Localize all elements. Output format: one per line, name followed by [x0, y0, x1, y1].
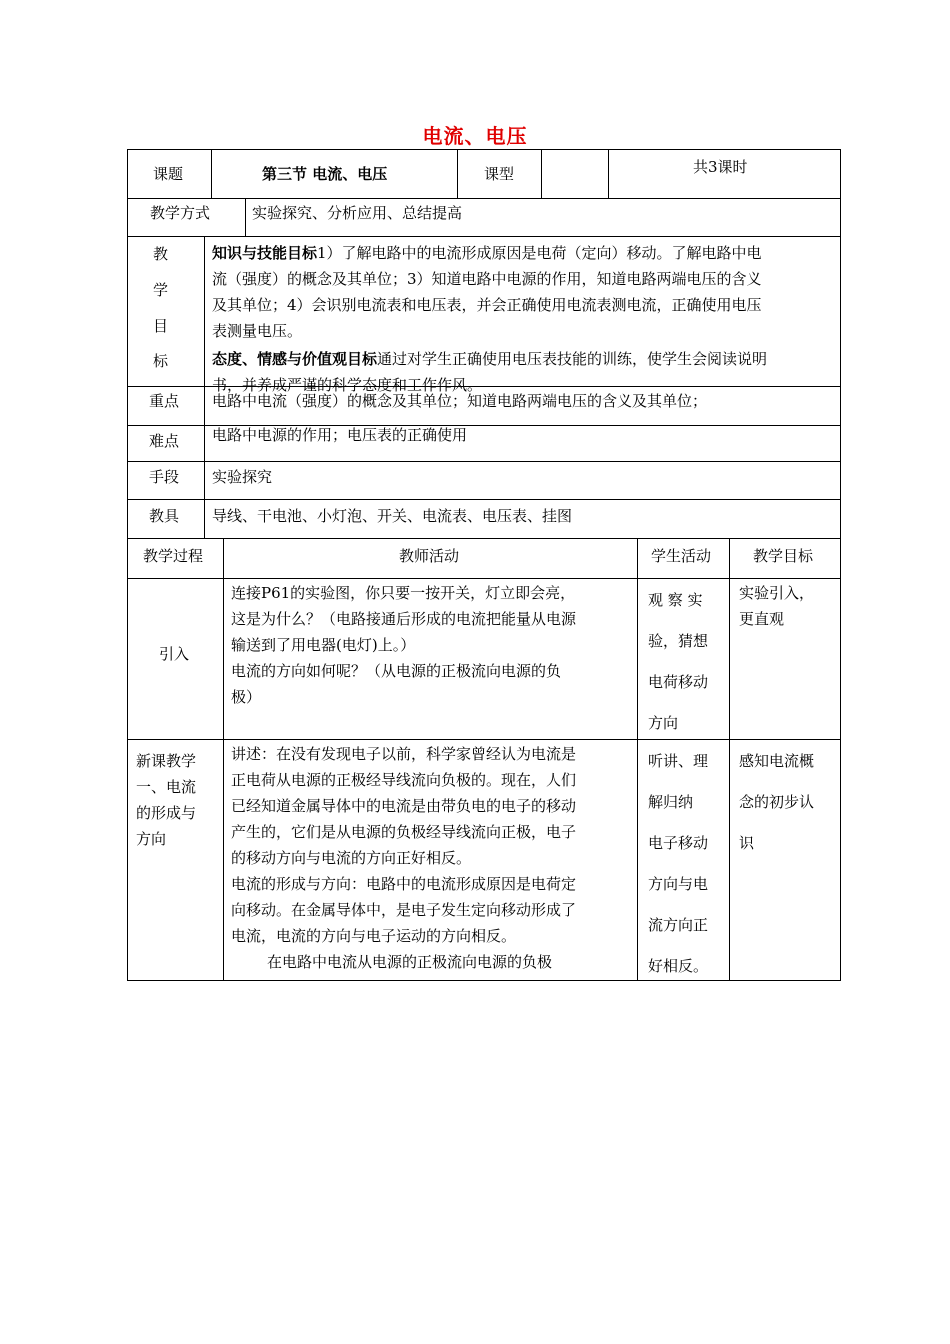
teacher-intro-line: 这是为什么？（电路接通后形成的电流把能量从电源: [231, 610, 577, 628]
zhishi-line-4: 表测量电压。: [212, 322, 303, 340]
goal-intro-line: 实验引入，: [739, 584, 815, 602]
zhishi-line-3: 及其单位；4）会识别电流表和电压表，并会正确使用电流表测电流，正确使用电压: [212, 296, 762, 314]
taidu-line-1: 通过对学生正确使用电压表技能的训练，使学生会阅读说明: [377, 350, 768, 368]
fangshi-row: [127, 198, 841, 237]
stage-newlesson: [136, 748, 196, 852]
teacher-newlesson-line: 产生的，它们是从电源的负极经导线流向正极，电子: [231, 823, 577, 841]
goal-newlesson-line: 念的初步认: [739, 793, 815, 811]
zhongdian-label: 重点: [149, 392, 180, 410]
header-student: 学生活动: [651, 547, 712, 565]
teacher-newlesson-line: 讲述：在没有发现电子以前，科学家曾经认为电流是: [231, 745, 577, 763]
class-hours: 共3课时: [693, 158, 748, 176]
student-intro: [648, 580, 708, 744]
jiaoju-value: 导线、干电池、小灯泡、开关、电流表、电压表、挂图: [212, 507, 573, 525]
teacher-intro-line: 输送到了用电器(电灯)上。）: [231, 636, 416, 654]
student-newlesson-line: 解归纳: [648, 793, 694, 811]
stage-newlesson-line: 的形成与: [136, 804, 197, 822]
student-intro-line: 验，猜想: [648, 632, 709, 650]
zhongdian-value: 电路中电流（强度）的概念及其单位；知道电路两端电压的含义及其单位；: [212, 392, 708, 410]
mubiao-label-1: 教: [153, 245, 169, 263]
fangshi-value: 实验探究、分析应用、总结提高: [252, 204, 463, 222]
document-title: 电流、电压: [422, 124, 528, 148]
stage-intro: 引入: [159, 645, 190, 663]
nandian-label: 难点: [149, 432, 180, 450]
keti-label: 课题: [153, 165, 184, 183]
stage-newlesson-line: 一、电流: [136, 778, 197, 796]
teacher-intro-line: 电流的方向如何呢？（从电源的正极流向电源的负: [231, 662, 562, 680]
header-process: 教学过程: [143, 547, 204, 565]
goal-newlesson: [739, 741, 814, 864]
nandian-value: 电路中电源的作用；电压表的正确使用: [212, 426, 468, 444]
zhishi-heading: 知识与技能目标: [212, 244, 318, 262]
student-newlesson-line: 流方向正: [648, 916, 709, 934]
shouduan-label: 手段: [149, 468, 180, 486]
student-newlesson-line: 听讲、理: [648, 752, 709, 770]
teacher-newlesson-line: 正电荷从电源的正极经导线流向负极的。现在，人们: [231, 771, 577, 789]
keti-value: 第三节 电流、电压: [262, 165, 388, 183]
stage-newlesson-line: 方向: [136, 830, 167, 848]
jiaoju-label: 教具: [149, 507, 180, 525]
teacher-newlesson-line: 电流，电流的方向与电子运动的方向相反。: [231, 927, 517, 945]
header-goal: 教学目标: [753, 547, 814, 565]
goal-newlesson-line: 感知电流概: [739, 752, 815, 770]
mubiao-content: [212, 240, 837, 398]
taidu-heading: 态度、情感与价值观目标: [212, 350, 378, 368]
zhishi-line-2: 流（强度）的概念及其单位；3）知道电路中电源的作用，知道电路两端电压的含义: [212, 270, 762, 288]
teacher-newlesson-line: 电流的形成与方向：电路中的电流形成原因是电荷定: [231, 875, 577, 893]
taidu-line-2: 书，并养成严谨的科学态度和工作作风。: [212, 376, 483, 394]
mubiao-label-2: 学: [153, 281, 169, 299]
goal-newlesson-line: 识: [739, 834, 755, 852]
student-newlesson: [648, 741, 708, 987]
stage-newlesson-line: 新课教学: [136, 752, 197, 770]
mubiao-label-3: 目: [153, 317, 169, 335]
fangshi-label: 教学方式: [150, 204, 211, 222]
student-newlesson-line: 好相反。: [648, 957, 709, 975]
teacher-intro: [231, 580, 635, 710]
zhishi-line-1: 1）了解电路中的电流形成原因是电荷（定向）移动。了解电路中电: [317, 244, 762, 262]
student-intro-line: 电荷移动: [648, 673, 709, 691]
teacher-newlesson-line: 已经知道金属导体中的电流是由带负电的电子的移动: [231, 797, 577, 815]
header-teacher: 教师活动: [399, 547, 460, 565]
teacher-newlesson-line: 的移动方向与电流的方向正好相反。: [231, 849, 472, 867]
goal-intro-line: 更直观: [739, 610, 785, 628]
student-intro-line: 观 察 实: [648, 591, 703, 609]
teacher-newlesson-line: 向移动。在金属导体中，是电子发生定向移动形成了: [231, 901, 577, 919]
teacher-intro-line: 连接P61的实验图，你只要一按开关，灯立即会亮，: [231, 584, 576, 602]
teacher-newlesson: [231, 741, 635, 975]
student-intro-line: 方向: [648, 714, 679, 732]
mubiao-label-4: 标: [153, 352, 169, 370]
shouduan-value: 实验探究: [212, 468, 273, 486]
teacher-newlesson-line: 在电路中电流从电源的正极流向电源的负极: [267, 953, 553, 971]
student-newlesson-line: 方向与电: [648, 875, 709, 893]
teacher-intro-line: 极）: [231, 688, 262, 706]
kexing-label: 课型: [484, 165, 515, 183]
goal-intro: [739, 580, 814, 632]
student-newlesson-line: 电子移动: [648, 834, 709, 852]
